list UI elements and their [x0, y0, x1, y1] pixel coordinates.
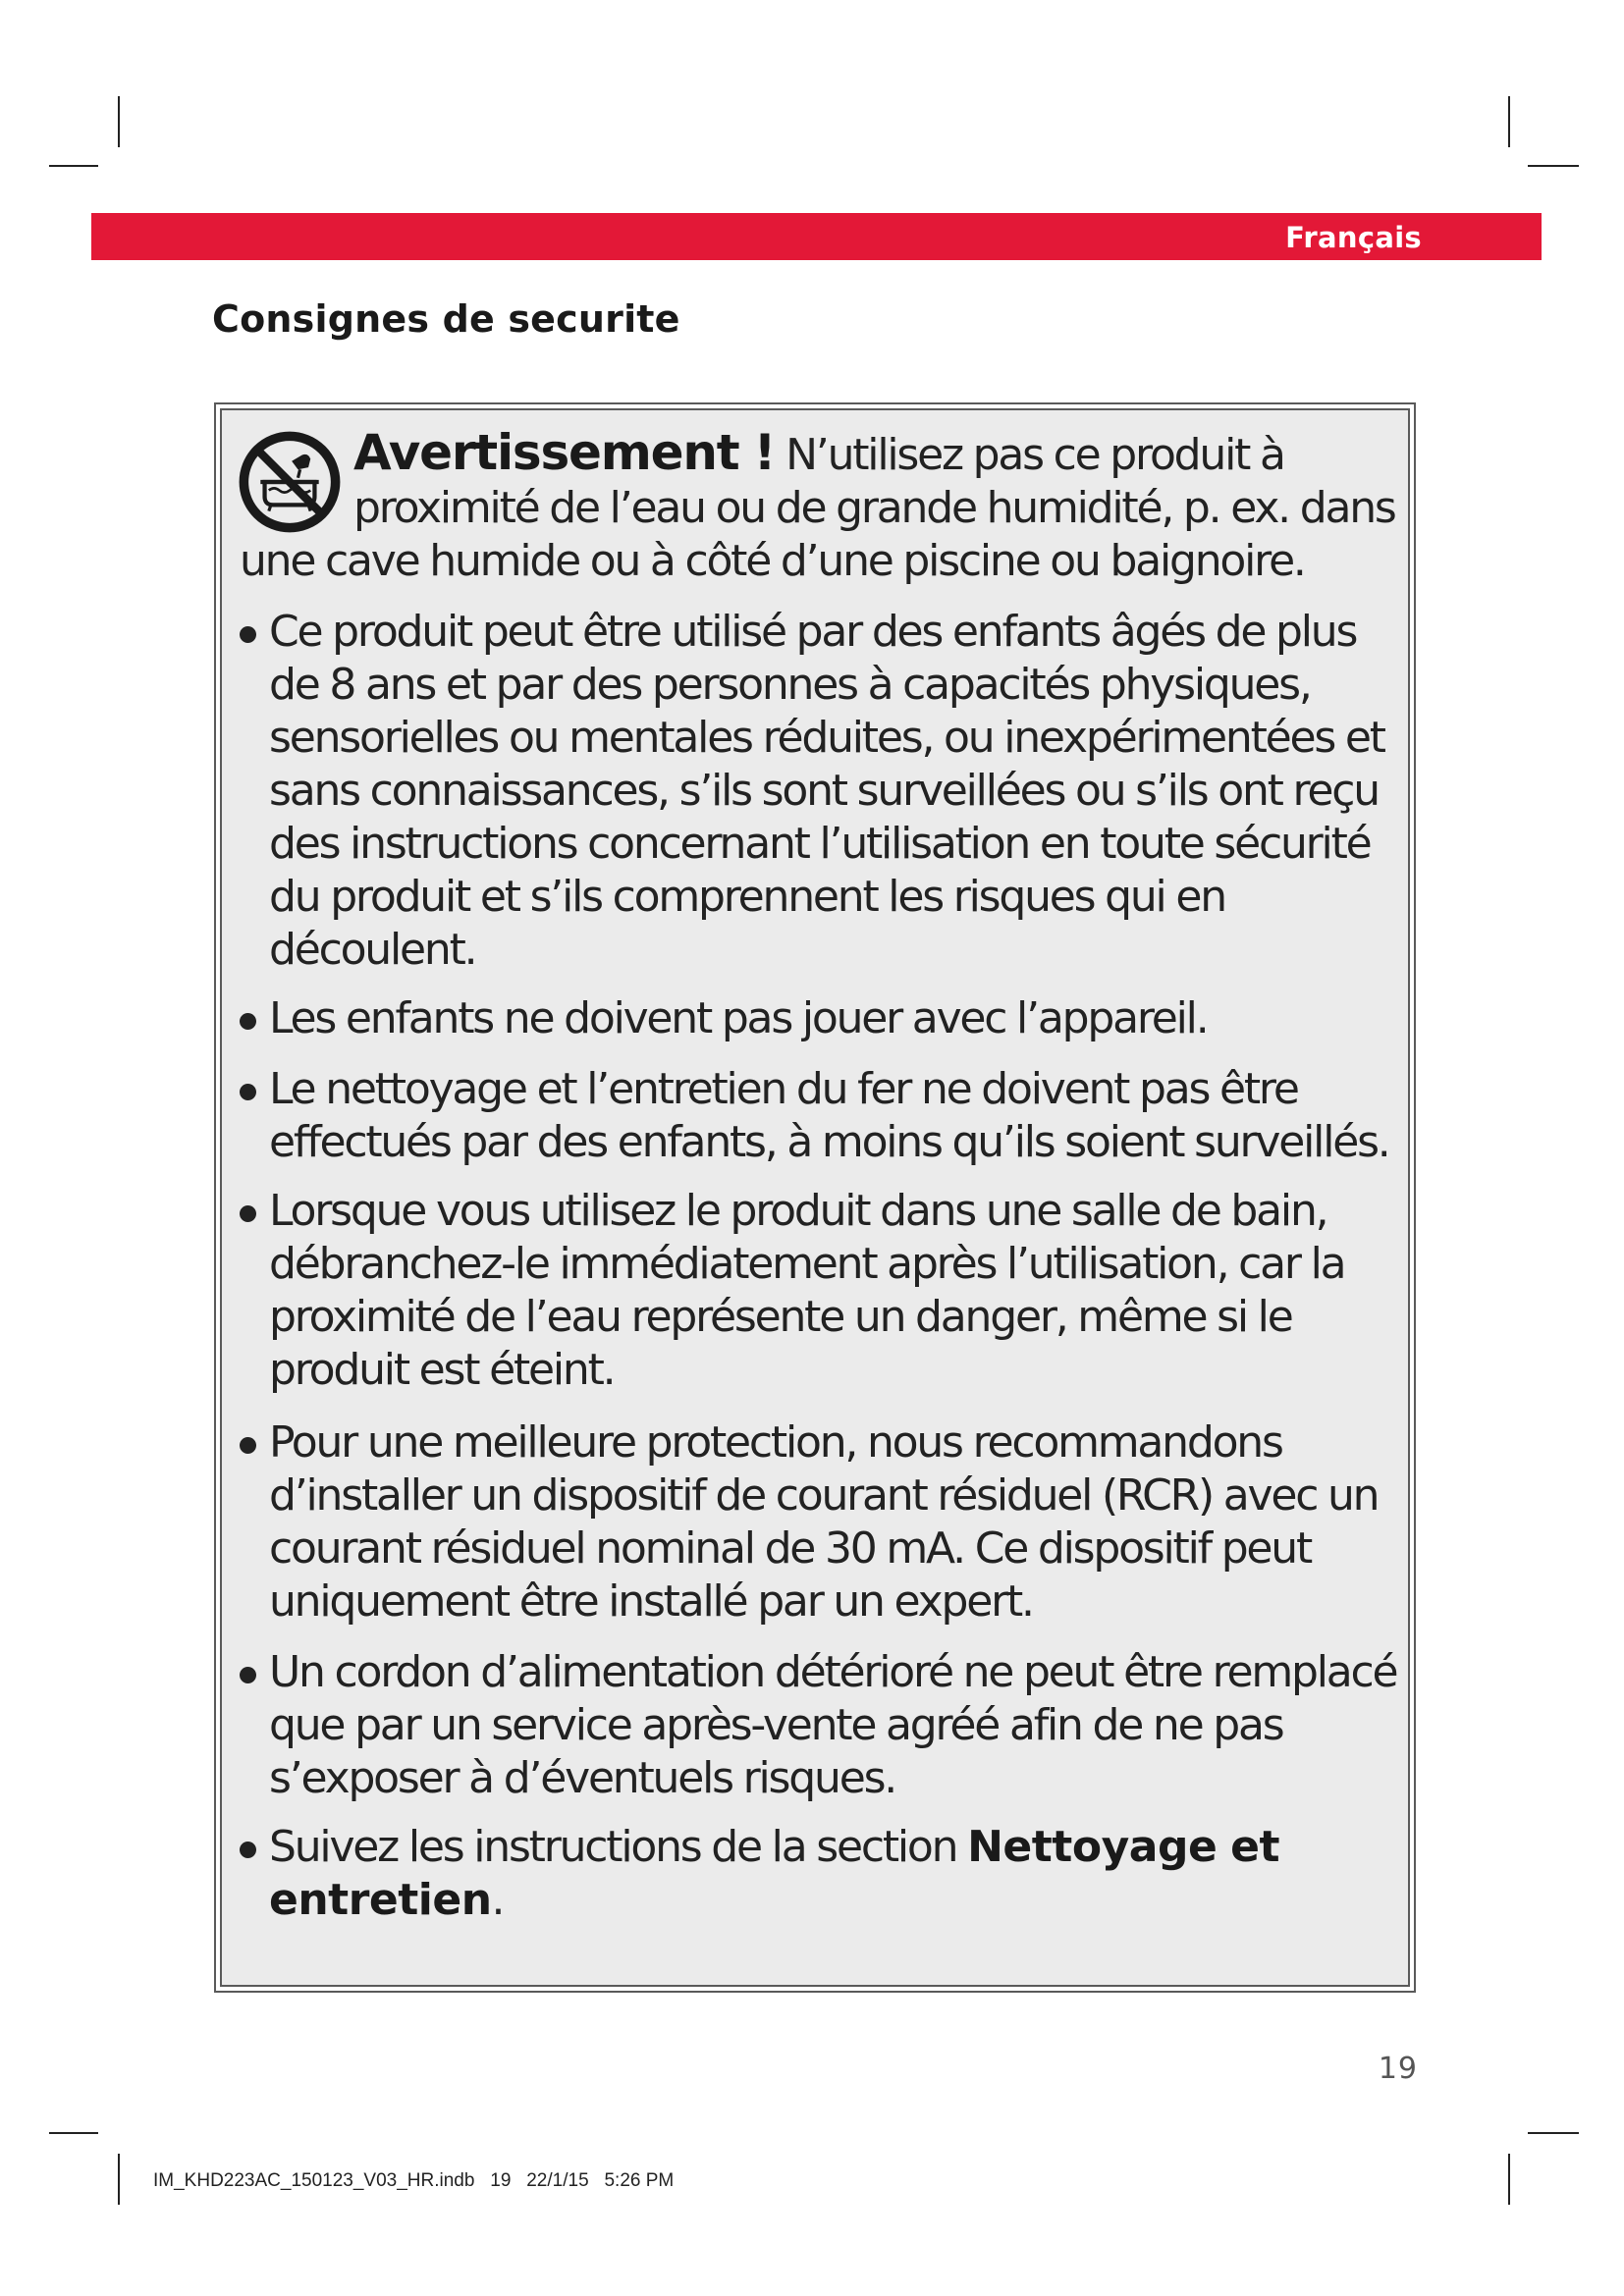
last-item-prefix: Suivez les instructions de la section — [269, 1822, 968, 1872]
list-item-text: Ce produit peut être utilisé par des enfants âgés de plus de 8 ans et par des personnes à capacités physiques, sensorielles ou mentales réduites, ou inexpérimentées et sans connaissances, s’ils sont surveillées ou s’ils ont reçu des instructions concernant l’utilisation en toute sécurité du produit et s’ils comprennent les risques qui en découlent. — [269, 607, 1384, 975]
safety-bullet-list — [240, 606, 1398, 1927]
list-item-text: Le nettoyage et l’entretien du fer ne doivent pas être effectués par des enfants, à moins qu’ils soient surveillés. — [269, 1064, 1389, 1167]
crop-mark-bottom-right-vertical — [1508, 2154, 1510, 2205]
crop-mark-bottom-right-horizontal — [1528, 2132, 1579, 2134]
bullet-dot — [240, 1437, 256, 1454]
crop-mark-top-right-horizontal — [1528, 165, 1579, 167]
list-item — [240, 1185, 1398, 1397]
warning-box — [214, 402, 1416, 1993]
crop-mark-bottom-left-vertical — [118, 2154, 120, 2205]
crop-mark-bottom-left-horizontal — [49, 2132, 98, 2134]
bullet-dot — [240, 1667, 256, 1683]
list-item-text: Un cordon d’alimentation détérioré ne peut être remplacé que par un service après-vente agréé afin de ne pas s’exposer à d’éventuels risques. — [269, 1647, 1397, 1803]
crop-mark-top-left-horizontal — [49, 165, 98, 167]
warning-heading: Avertissement ! — [353, 424, 776, 481]
list-item-last — [240, 1821, 1398, 1927]
language-label: Français — [1285, 221, 1422, 254]
warning-intro-text: N’utilisez pas ce produit à proximité de l’eau ou de grande humidité, p. ex. dans une cave humide ou à côté d’une piscine ou baignoire. — [240, 430, 1395, 586]
list-item-text: Pour une meilleure protection, nous recommandons d’installer un dispositif de courant résiduel (RCR) avec un courant résiduel nominal de 30 mA. Ce dispositif peut uniquement être installé par un expert. — [269, 1417, 1379, 1627]
no-water-bath-icon-graphic — [238, 430, 342, 534]
no-water-bath-icon — [238, 430, 342, 534]
list-item-text: Les enfants ne doivent pas jouer avec l’appareil. — [269, 993, 1208, 1043]
crop-mark-top-right-vertical — [1508, 96, 1510, 147]
list-item — [240, 1646, 1398, 1805]
list-item — [240, 1416, 1398, 1629]
list-item-text: Lorsque vous utilisez le produit dans une salle de bain, débranchez-le immédiatement après l’utilisation, car la proximité de l’eau représente un danger, même si le produit est éteint. — [269, 1186, 1345, 1395]
list-item — [240, 606, 1398, 977]
print-slug: IM_KHD223AC_150123_V03_HR.indb 19 22/1/15 5:26 PM — [153, 2170, 675, 2191]
list-item — [240, 1063, 1398, 1169]
bullet-dot — [240, 626, 256, 643]
bullet-dot — [240, 1205, 256, 1222]
section-title: Consignes de securite — [212, 297, 680, 341]
bullet-dot — [240, 1842, 256, 1858]
crop-mark-top-left-vertical — [118, 96, 120, 147]
cleaning-section-reference: Nettoyage et entretien — [269, 1822, 1279, 1925]
page-number: 19 — [1378, 2052, 1418, 2086]
list-item — [240, 992, 1398, 1045]
warning-box-inner — [220, 408, 1410, 1987]
warning-intro — [240, 426, 1398, 588]
bullet-dot — [240, 1013, 256, 1030]
language-band — [91, 213, 1542, 260]
last-item-suffix: . — [491, 1875, 504, 1925]
bullet-dot — [240, 1084, 256, 1100]
